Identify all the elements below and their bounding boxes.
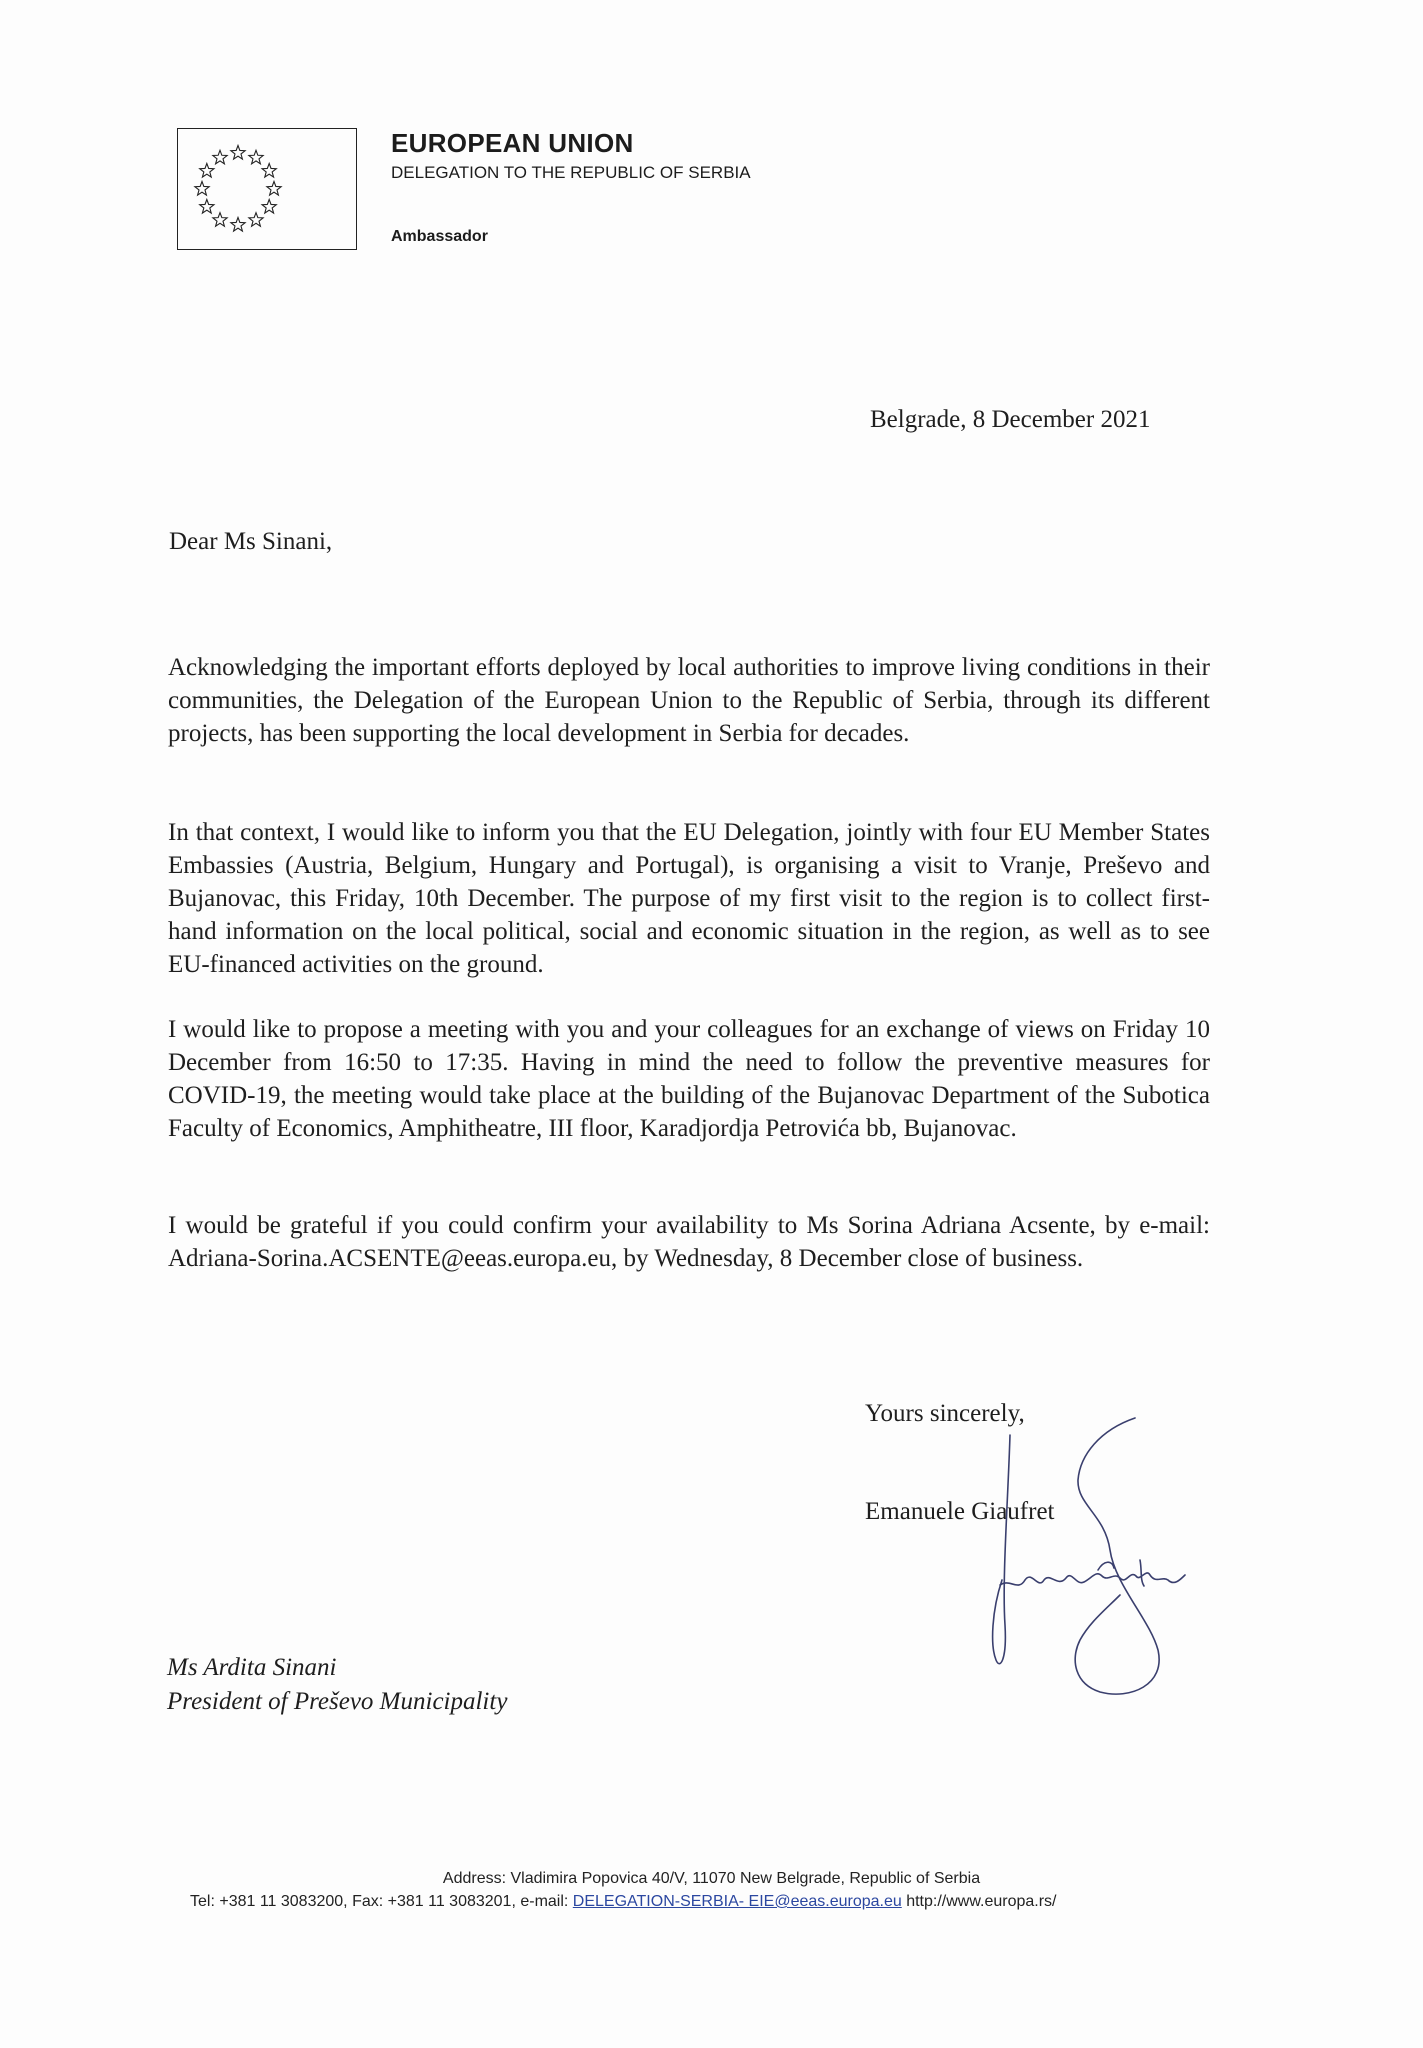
paragraph-1: Acknowledging the important efforts deployed by local authorities to improve living conditions in their communities, the Delegation of the European Union to the Republic of Serbia, through its different projects, has been supporting the local development in Serbia for decades. [168,654,1210,747]
org-name: EUROPEAN UNION [391,128,634,158]
star-icon [200,164,214,178]
star-icon [249,213,263,227]
footer-address: Address: Vladimira Popovica 40/V, 11070 New Belgrade, Republic of Serbia [442,1870,981,1887]
star-icon [231,146,245,160]
recipient-name: Ms Ardita Sinani [167,1654,337,1681]
closing: Yours sincerely, [865,1400,1025,1427]
sender-role: Ambassador [391,228,488,245]
org-subtitle: DELEGATION TO THE REPUBLIC OF SERBIA [391,163,751,182]
star-icon [213,213,227,227]
footer-email-link[interactable]: DELEGATION-SERBIA- EIE@eeas.europa.eu [572,1893,902,1910]
footer-website[interactable]: http://www.europa.rs/ [901,1893,1057,1910]
star-icon [262,200,276,214]
star-icon [200,200,214,214]
signer-name: Emanuele Giaufret [865,1498,1055,1525]
handwritten-signature [980,1410,1220,1710]
footer-contact [190,1893,1057,1911]
letter-date: Belgrade, 8 December 2021 [870,406,1151,433]
star-icon [267,182,281,196]
paragraph-4: I would be grateful if you could confirm your availability to Ms Sorina Adriana Acsente, by e-mail: Adriana-Sorina.ACSENTE@eeas.europa.eu, by Wednesday, 8 December close of business. [168,1212,1210,1272]
paragraph-2: In that context, I would like to inform you that the EU Delegation, jointly with four EU Member States Embassies (Austria, Belgium, Hungary and Portugal), is organising a visit to Vranje, Preševo and Bujanovac, this Friday, 10th December. The purpose of my first visit to the region is to collect first-hand information on the local political, social and economic situation in the region, as well as to see EU-financed activities on the ground. [168,819,1210,978]
star-icon [213,150,227,164]
star-icon [231,218,245,232]
star-icon [262,164,276,178]
star-icon [249,150,263,164]
recipient-title: President of Preševo Municipality [167,1688,508,1715]
paragraph-3: I would like to propose a meeting with you and your colleagues for an exchange of views on Friday 10 December from 16:50 to 17:35. Having in mind the need to follow the preventive measures for COVID-19, the meeting would take place at the building of the Bujanovac Department of the Subotica Faculty of Economics, Amphitheatre, III floor, Karadjordja Petrovića bb, Bujanovac. [168,1016,1210,1142]
footer-contact-prefix: Tel: +381 11 3083200, Fax: +381 11 3083201, e-mail: [190,1893,573,1910]
salutation: Dear Ms Sinani, [169,528,333,555]
eu-flag-logo-icon [177,128,357,250]
star-icon [195,182,209,196]
eu-stars-icon [178,129,358,251]
